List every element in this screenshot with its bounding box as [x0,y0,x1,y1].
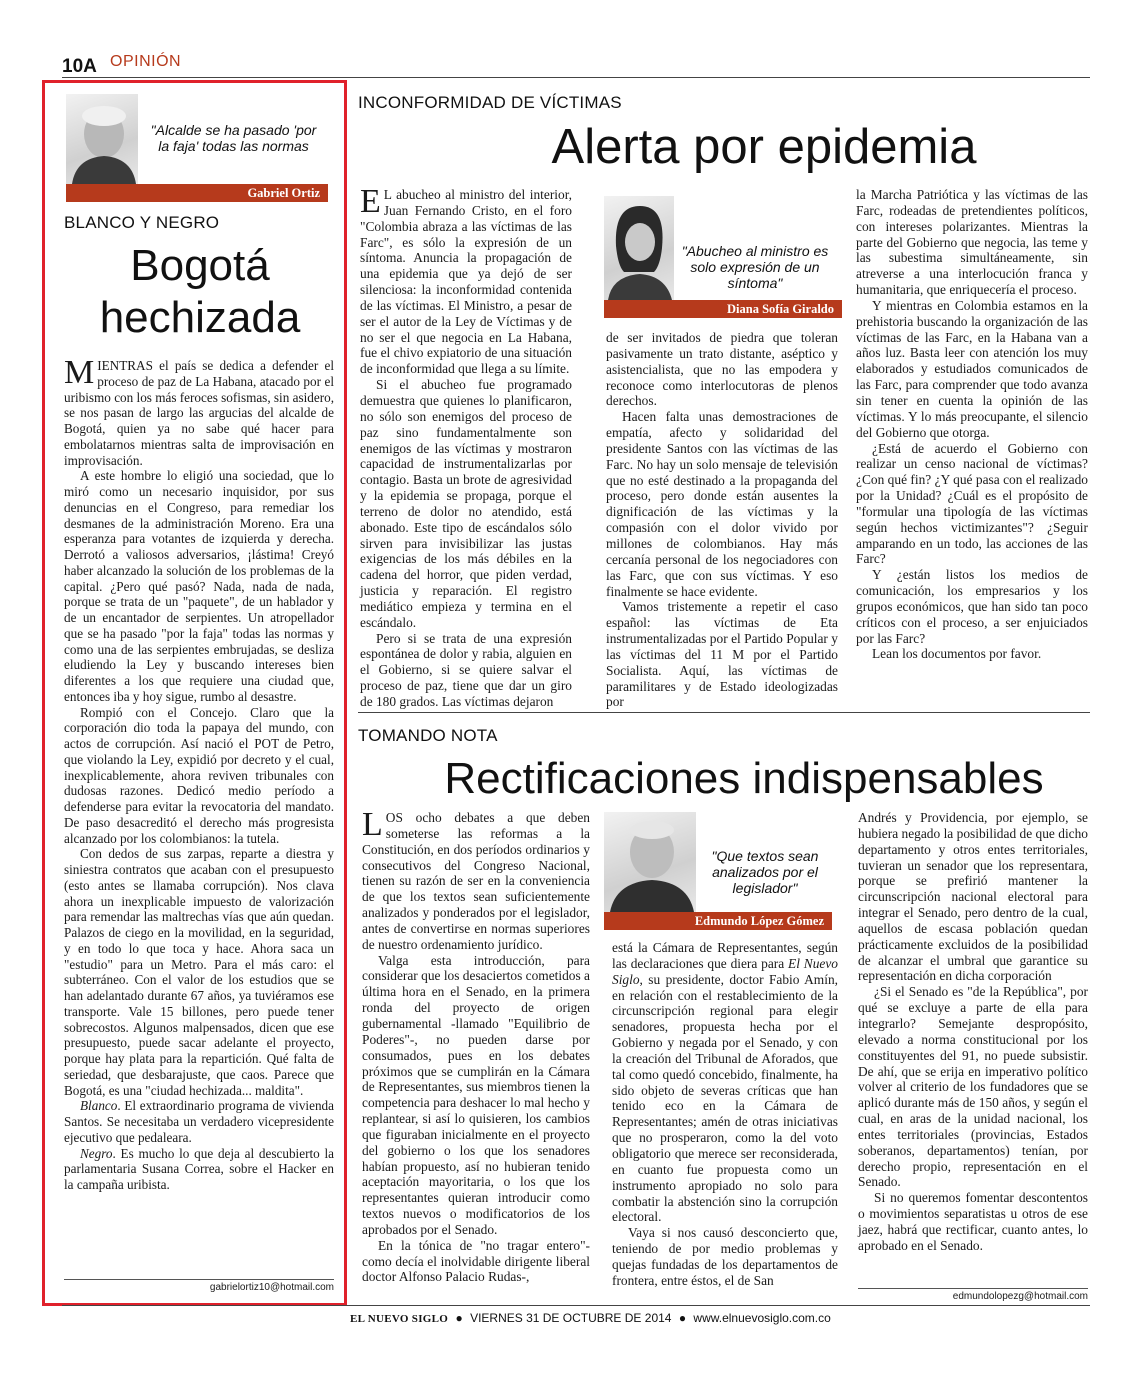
bottom-col2-paragraph-2: Vaya si nos causó desconcierto que, teniendo de por medio problemas y quejas fundadas de los departamentos de frontera, entre éstos, el de San [612,1225,838,1288]
top-col3-paragraph-3: ¿Está de acuerdo el Gobierno con realizar un censo nacional de víctimas? ¿Con qué fin? ¿Y qué pasa con el realizado por la Unidad? ¿Cuál es el propósito de "formular una tipología de las víctimas según hechos victimizantes"? ¿Seguir amparando en un todo, las acciones de las Farc? [856,440,1088,567]
top-col2-paragraph-3: Vamos tristemente a repetir el caso español: las víctimas de Eta instrumentalizadas por el Partido Popular y las víctimas del 11 M por el Partido Socialista. Aquí, las víctimas de paramilitares y de Estado ideologizadas por [606,599,838,710]
footer-url: www.elnuevosiglo.com.co [693,1311,831,1325]
left-paragraph-3: Rompió con el Concejo. Claro que la corporación dio toda la papaya del mundo, con actos de corrupción. Así nació el POT de Petro, que violando la Ley, expidió por decreto y el cual, inexplicablemente, ahora reviven tribunales con dudosas razones. Dedicó medio período a defenderse para evitar la revocatoria del mandato. De paso desacreditó el derecho más progresista alcanzado por los colombianos: la tutela. [64,704,334,846]
left-kicker: BLANCO Y NEGRO [64,213,220,232]
left-headline-line2: hechizada [99,293,301,342]
footer-rule [62,1305,1090,1306]
footer-masthead: EL NUEVO SIGLO [350,1313,449,1325]
footer-bullet-icon: ● [455,1311,463,1325]
left-paragraph-1: MIENTRAS el país se dedica a defender el proceso de paz de La Habana, atacado por el uribismo con los más feroces sofismas, sin asidero, se nos pasan de largo las argucias del alcalde de Bogotá, quien ya no sabe qué hacer para embolatarnos mientras salta de improvisación en improvisación. [64,354,334,468]
bottom-col-1 [362,806,590,1285]
top-dropcap: E [360,183,381,220]
top-col2-paragraph-1: de ser invitados de piedra que toleran pasivamente un trato distante, aséptico y asistencialista, que no las empodera y reconoce como interlocutoras de plenos derechos. [606,330,838,409]
bottom-dropcap: L [362,806,383,843]
top-col-3 [856,187,1088,662]
left-paragraph-blanco: Blanco. El extraordinario programa de vivienda Santos. Se necesitaba un verdadero vicepresidente ejecutivo que pedaleara. [64,1098,334,1145]
bottom-kicker: TOMANDO NOTA [358,726,498,745]
bottom-col-2 [612,940,838,1289]
bottom-col3-paragraph-1: Andrés y Providencia, por ejemplo, se hubiera negado la posibilidad de que dicho departamento y otros entes territoriales, tuvieran un senador que los representara, porque se prefirió mantener la circunscripción nacional electoral para integrar el Senado, pero dentro de la cual, aquellos de escasa población quedan prácticamente excluidos de la posibilidad de alcanzar el umbral que garantice su representación en dicha corporación [858,810,1088,984]
bottom-headline: Rectificaciones indispensables [444,754,1044,803]
author-name-gabriel-ortiz: Gabriel Ortiz [66,184,328,202]
author-photo-diana-sofia-giraldo [604,196,674,300]
bottom-col2-paragraph-1: está la Cámara de Representantes, según las declaraciones que diera para El Nuevo Siglo, su presidente, doctor Fabio Amín, en relación con el restablecimiento de la circunscripción regional para elegir senadores, propuesta hecha por el Gobierno y negada por el Senado, y con la creación del Tribunal de Aforados, que tal como quedó concebido, finalmente, ha sido objeto de severas críticas que han tenido eco en la Cámara de Representantes; amén de otras iniciativas que no prosperaron, como la del voto obligatorio que merece ser reconsiderada, en cuanto fue propuesta como un instrumento apropiado no solo para combatir la abstención sino la corrupción electoral. [612,940,838,1225]
left-paragraph-2: A este hombre lo eligió una sociedad, que lo miró como un necesario inquisidor, por sus denuncias en el Congreso, para remediar los desmanes de la administración Moreno. Era una esperanza para votantes de izquierda y derecha. Derrotó a valiosos adversarios, ¡lástima! Creyó haber alcanzado la solución de los problemas de la capital. ¿Pero qué pasó? Nada, nada de nada, porque se trata de un "paquete", de un hablador y de un encantador de serpientes. Un atropellador que se ha pasado "por la faja" todas las normas y como una de las serpientes embrujadas, se desliza eludiendo la Ley y buscando intereses bien diferentes a los que requiere una ciudad que, entonces iba y hoy sigue, rumbo al desastre. [64,468,334,704]
bottom-col1-paragraph-3: En la tónica de "no tragar entero"-como decía el inolvidable dirigente liberal doctor Alfonso Palacio Rudas-, [362,1237,590,1285]
top-col1-paragraph-1: E L abucheo al ministro del interior, Juan Fernando Cristo, en el foro "Colombia abraza a las víctimas de las Farc", es sólo la expresión de un síntoma. Anuncia la propagación de una epidemia que ya dejó de ser silenciosa: la inconformidad contenida de las víctimas. El Ministro, a pesar de ser el autor de la Ley de Víctimas y de no ser el que negocia en La Habana, fue el chivo expiatorio de una situación de inconformidad que llega a su límite. [360,183,572,377]
left-headline [62,240,338,344]
author-name-diana-sofia-giraldo: Diana Sofía Giraldo [604,300,842,318]
bottom-col-3 [858,810,1088,1254]
top-headline: Alerta por epidemia [551,120,977,174]
page-number: 10A [62,56,97,77]
header-rule [62,77,1090,78]
author-name-edmundo-lopez-gomez: Edmundo López Gómez [604,912,832,930]
top-col1-paragraph-2: Si el abucheo fue programado demuestra que quienes lo planificaron, no sólo son enemigos del proceso de paz sino fundamentalmente son enemigos de las víctimas y mostraron capacidad de instrumentalizarlas por contagio. Basta un brote de agresividad y la epidemia se propaga, porque el terreno de dolor no atendido, está abonado. Este tipo de escándalos sólo sirven para invisibilizar las justas exigencias de los más débiles en la cadena del horror, que piden verdad, justicia y reparación. El registro mediático empieza y termina en el escándalo. [360,377,572,630]
left-column-body [64,354,334,1193]
bottom-col1-paragraph-2: Valga esta introducción, para considerar que los desaciertos cometidos a última hora en el Senado, en la primera ronda del proyecto de origen gubernamental -llamado "Equilibrio de Poderes"-, no pueden darse por consumados, pues en los debates próximos que se cumplirán en la Cámara de Representantes, sus miembros tienen la competencia para deshacer lo mal hecho y replantear, si así lo quisieren, los cambios que figuraban inicialmente en el proyecto del gobierno o los que los senadores habían propuesto, así no hubieran tenido aceptación mayoritaria, o los que los representantes quieran introducir como textos nuevos o modificatorios de los aprobados por el Senado. [362,952,590,1237]
left-paragraph-negro: Negro. Es mucho lo que deja al descubierto la parlamentaria Susana Correa, sobre el Hacker en la campaña uribista. [64,1145,334,1192]
left-author-email: gabrielortiz10@hotmail.com [64,1279,334,1293]
top-col1-paragraph-3: Pero si se trata de una expresión espontánea de dolor y rabia, alguien en el Gobierno, si se quiere salvar el proceso de paz, tiene que dar un giro de 180 grados. Las víctimas dejaron [360,630,572,709]
footer-bullet-icon-2: ● [678,1311,687,1325]
bottom-author-email: edmundolopezg@hotmail.com [858,1288,1088,1302]
pull-quote-gabriel-ortiz: "Alcalde se ha pasado 'por la faja' todas las normas [150,122,317,154]
section-divider [358,712,1090,713]
top-kicker: INCONFORMIDAD DE VÍCTIMAS [358,93,622,112]
top-col3-paragraph-5: Lean los documentos por favor. [872,646,1042,662]
top-col3-paragraph-1: la Marcha Patriótica y las víctimas de las Farc, rodeadas de pretendientes políticos, con intereses polarizantes. Mientras la parte del Gobierno que negocia, las teme y las subestima simultáneamente, sin atreverse a una interlocución franca y humanitaria, que enriquecería el proceso. [856,187,1088,298]
bottom-col1-paragraph-1: LOS ocho debates a que deben someterse las reformas a la Constitución, en dos períodos ordinarios y consecutivos del Congreso Nacional, tienen su razón de ser en la conveniencia de que los textos sean suficientemente analizados y ponderados por el legislador, antes de convertirse en normas superiores de nuestro ordenamiento jurídico. [362,806,590,952]
pull-quote-diana-sofia-giraldo: "Abucheo al ministro es solo expresión de un síntoma" [681,243,829,291]
pull-quote-edmundo-lopez-gomez: "Que textos sean analizados por el legislador" [711,848,819,896]
section-title: OPINIÓN [110,53,182,70]
top-col-1 [360,183,572,710]
footer-date: VIERNES 31 DE OCTUBRE DE 2014 [470,1311,672,1325]
top-col2-paragraph-2: Hacen falta unas demostraciones de empatía, afecto y solidaridad del presidente Santos con las víctimas de las Farc. No hay un solo mensaje de televisión que no esté destinado a la propaganda del proceso, pero donde están ausentes la dignificación de las víctimas y la compasión con el dolor vivido por millones de colombianos. Hay más cercanía personal de los negociadores con las Farc, que con sus víctimas. Y eso finalmente se hace evidente. [606,409,838,599]
footer [350,1311,831,1325]
top-col3-paragraph-4: Y ¿están listos los medios de comunicación, los empresarios y los grupos económicos, que han sido tan poco críticos con el proceso, a ser enjuiciados por las Farc? [856,567,1088,646]
left-headline-line1: Bogotá [130,241,270,290]
author-photo-edmundo-lopez-gomez [604,812,696,912]
left-paragraph-4: Con dedos de sus zarpas, reparte a diestra y siniestra contratos que acaban con el presupuesto (esto antes se llamaba corrupción). Nos clava ahora un inexplicable impuesto de valorización para remendar las maltrechas vías que aún quedan. Palazos de ciego en la movilidad, en la seguridad, y en todo lo que toca y hace. Ahora saca un "estudio" para un Metro. Para el más caro: el subterráneo. Con el valor de los estudios que se han adelantado durante 67 años, ya tuviéramos ese transporte. Vale 15 billones, pero puede tener sobrecostos. Algunos malpensados, dicen que ese presupuesto, puede sacar adelante el proyecto, porque hay plata para la repartición. Qué falta de seriedad, que desbarajuste, que caos. Parece que Bogotá, es una "ciudad hechizada... maldita". [64,846,334,1098]
top-col-2 [606,330,838,710]
bottom-col3-paragraph-3: Si no queremos fomentar descontentos o movimientos separatistas u otros de ese jaez, habrá que rectificar, cuanto antes, lo aprobado en el Senado. [858,1190,1088,1253]
author-photo-gabriel-ortiz [66,94,138,184]
top-col3-paragraph-2: Y mientras en Colombia estamos en la prehistoria buscando la organización de las víctimas de las Farc, en la Habana van a años luz. Basta leer con atención los muy elaborados y estudiados comunicados de las Farc, para comprender que todo avanza sin tener en cuenta la opinión de las víctimas. Y lo más preocupante, el silencio del Gobierno que otorga. [856,297,1088,440]
bottom-col3-paragraph-2: ¿Si el Senado es "de la República", por qué se excluye a parte de ella para integrarlo? Semejante despropósito, elevado a norma constitucional por los constituyentes del 91, no puede subsistir. De ahí, que se erija en imperativo político volver al criterio de los fundadores que se aplicó durante más de 150 años, y según el cual, en aras de la unidad nacional, los entes territoriales (provincias, Estados soberanos, departamentos) tenían, por derecho propio, representación en el Senado. [858,984,1088,1190]
left-dropcap: M [64,354,95,391]
